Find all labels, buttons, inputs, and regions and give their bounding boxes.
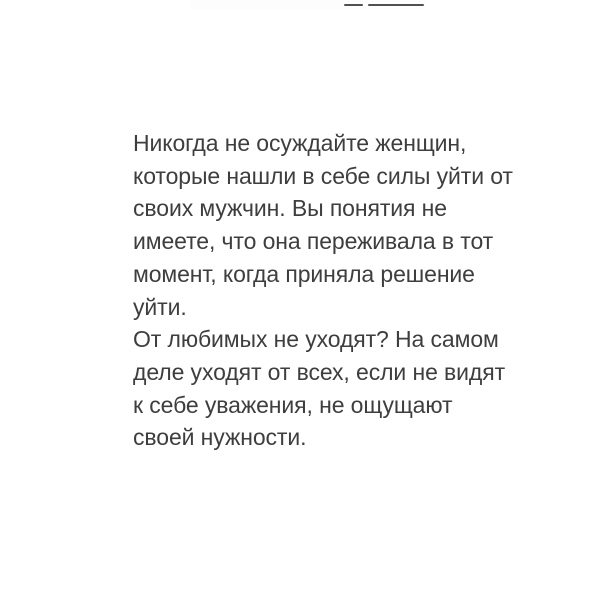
quote-line: деле уходят от всех, если не видят [133,358,506,385]
quote-line: своей нужности. [133,424,307,451]
quote-line: уйти. [133,293,187,320]
quote-line: Никогда не осуждайте женщин, [133,130,467,156]
story-progress-dash-icon [368,4,424,6]
story-progress-indicator [344,4,424,6]
quote-line: От любимых не уходят? На самом [133,326,499,353]
quote-line: к себе уважения, не ощущают [133,391,453,418]
quote-line: имеете, что она переживала в тот [133,228,494,255]
quote-line: своих мужчин. Вы понятия не [133,195,447,222]
story-progress-dash-icon [344,4,363,6]
quote-line: момент, когда приняла решение [133,260,475,287]
quote-line: которые нашли в себе силы уйти от [133,162,513,189]
quote-text-block [133,127,533,454]
